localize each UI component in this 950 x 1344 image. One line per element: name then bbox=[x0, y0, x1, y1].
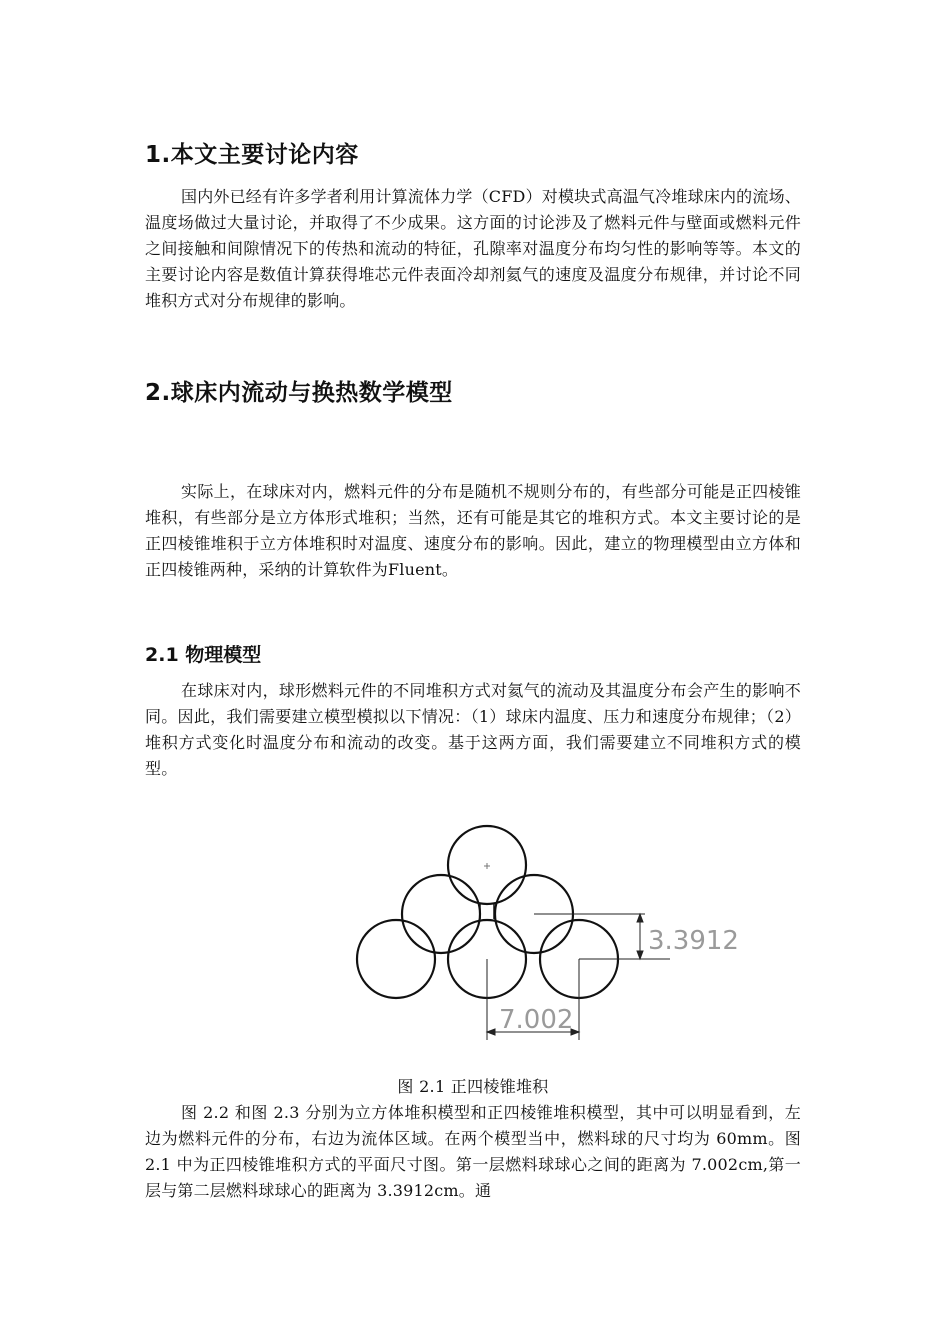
section-2-heading: 2.球床内流动与换热数学模型 bbox=[145, 380, 453, 406]
center-mark bbox=[484, 863, 490, 869]
document-page bbox=[145, 0, 805, 1344]
section-2-1-paragraph: 在球床对内，球形燃料元件的不同堆积方式对氦气的流动及其温度分布会产生的影响不同。因此，我们需要建立模型模拟以下情况：（1）球床内温度、压力和速度分布规律；（2）堆积方式变化时温度分布和流动的改变。基于这两方面，我们需要建立不同堆积方式的模型。 bbox=[145, 681, 801, 778]
section-2-1-heading: 2.1 物理模型 bbox=[145, 644, 262, 666]
contact-gap bbox=[480, 904, 494, 919]
bottom-left-sphere bbox=[357, 920, 435, 998]
pyramid-stacking-diagram bbox=[350, 818, 739, 1043]
sphere-stacking-figure bbox=[350, 818, 739, 1043]
middle-left-sphere bbox=[402, 875, 480, 953]
figure-caption: 图 2.1 正四棱锥堆积 bbox=[397, 1077, 549, 1096]
horizontal-dimension-label: 7.002 bbox=[499, 1005, 574, 1035]
section-1-heading: 1.本文主要讨论内容 bbox=[145, 142, 359, 168]
section-1-paragraph: 国内外已经有许多学者利用计算流体力学（CFD）对模块式高温气冷堆球床内的流场、温度场做过大量讨论，并取得了不少成果。这方面的讨论涉及了燃料元件与壁面或燃料元件之间接触和间隙情况下的传热和流动的特征，孔隙率对温度分布均匀性的影响等等。本文的主要讨论内容是数值计算获得堆芯元件表面冷却剂氦气的速度及温度分布规律，并讨论不同堆积方式对分布规律的影响。 bbox=[145, 187, 801, 310]
after-figure-paragraph: 图 2.2 和图 2.3 分别为立方体堆积模型和正四棱锥堆积模型，其中可以明显看到，左边为燃料元件的分布，右边为流体区域。在两个模型当中，燃料球的尺寸均为 60mm。图 2.1 中为正四棱锥堆积方式的平面尺寸图。第一层燃料球球心之间的距离为 7.002cm,第一层与第二层燃料球球心的距离为 3.3912cm。通 bbox=[145, 1103, 801, 1200]
vertical-dimension-label: 3.3912 bbox=[648, 926, 739, 956]
section-2-paragraph: 实际上，在球床对内，燃料元件的分布是随机不规则分布的，有些部分可能是正四棱锥堆积，有些部分是立方体形式堆积；当然，还有可能是其它的堆积方式。本文主要讨论的是正四棱锥堆积于立方体堆积时对温度、速度分布的影响。因此，建立的物理模型由立方体和正四棱锥两种，采纳的计算软件为Fluent。 bbox=[145, 482, 801, 579]
